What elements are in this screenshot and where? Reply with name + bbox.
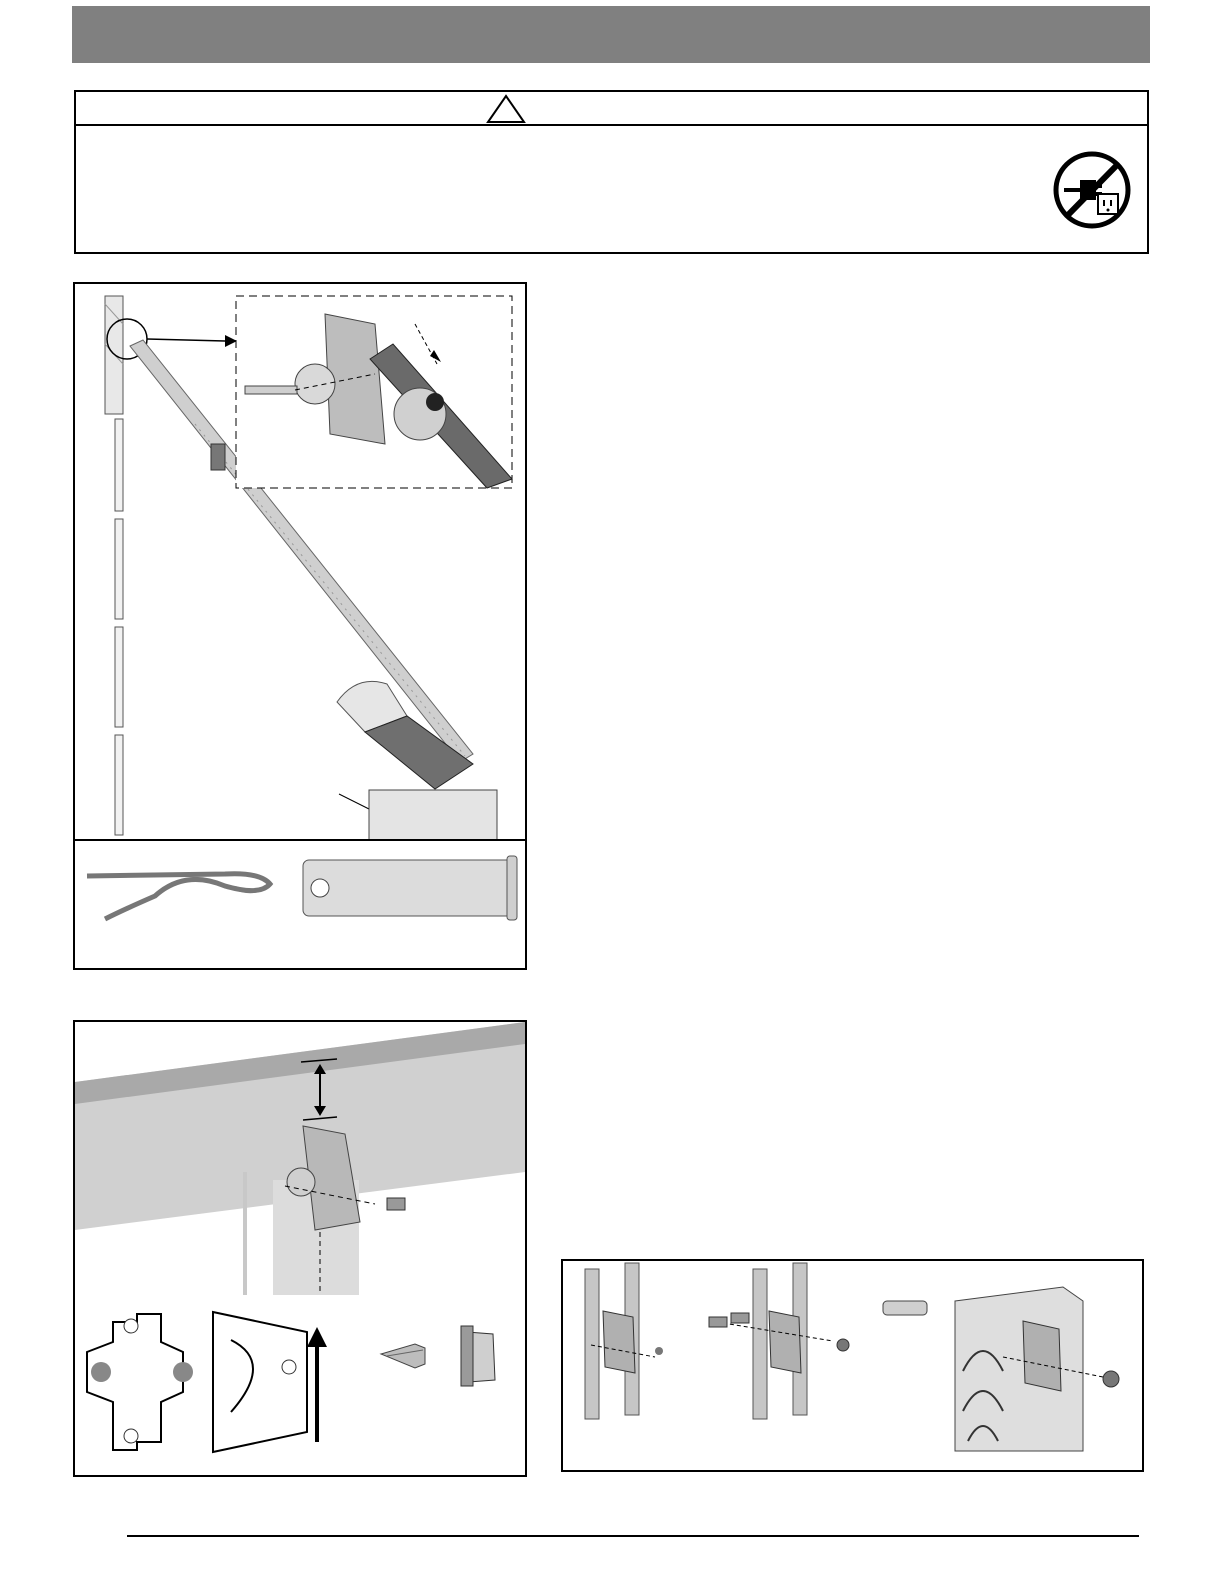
warning-divider	[76, 124, 1147, 126]
bracket-mounting-options-figure	[561, 1259, 1144, 1472]
header-bracket-mounting-figure	[73, 1020, 527, 1477]
footer-rule	[127, 1535, 1139, 1537]
warning-triangle-icon	[484, 93, 528, 125]
opener-installation-drawing	[75, 284, 525, 968]
page-header-bar	[72, 6, 1150, 63]
header-bracket-drawing	[75, 1022, 525, 1475]
no-power-plug-icon	[1052, 150, 1132, 230]
warning-box	[74, 90, 1149, 254]
bracket-mounting-options-drawing	[563, 1261, 1142, 1470]
opener-installation-figure	[73, 282, 527, 970]
